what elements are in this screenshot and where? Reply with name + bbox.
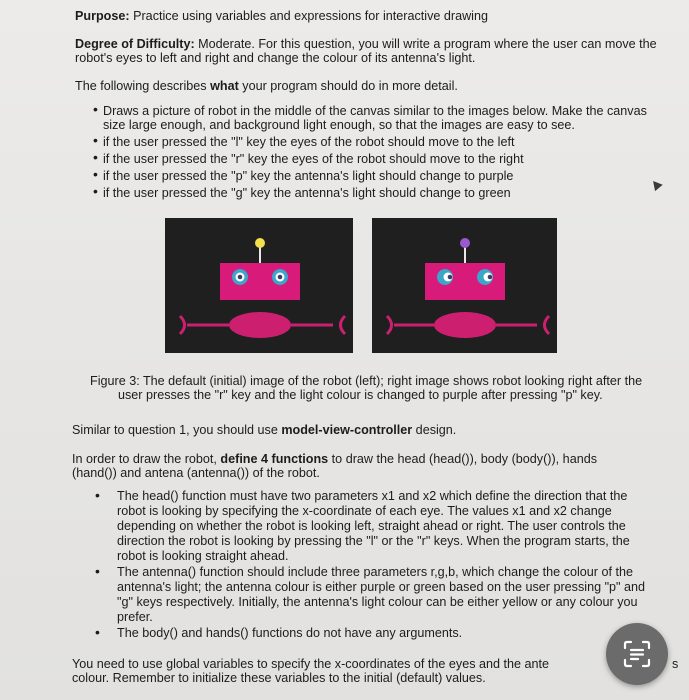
eye-pupil: [488, 275, 493, 280]
purpose-label: Purpose:: [75, 9, 130, 23]
similar-pre: Similar to question 1, you should use: [72, 423, 282, 437]
robot-hand-right: [545, 316, 550, 334]
robot-hand-right: [341, 316, 346, 334]
antenna-light: [255, 238, 265, 248]
robot-head: [425, 263, 505, 300]
function-text: "g" keys respectively. Initially, the antenna's light colour can be either yellow or any colour you: [117, 595, 638, 609]
function-text: The head() function must have two parameters x1 and x2 which define the direction that the: [117, 489, 628, 503]
robot-body: [434, 312, 496, 338]
bullet-icon: •: [93, 149, 98, 165]
cursor-arrow-icon: [649, 178, 662, 191]
robot-figure-right: [372, 218, 557, 353]
antenna-light: [460, 238, 470, 248]
difficulty-label: Degree of Difficulty:: [75, 37, 195, 51]
function-text: The antenna() function should include three parameters r,g,b, which change the colour of the: [117, 565, 633, 579]
function-text: depending on whether the robot is looking left, straight ahead or right. The user controls the: [117, 519, 626, 533]
describes-line: [75, 79, 458, 94]
bullet-icon: •: [93, 101, 98, 117]
define-line-1: [72, 452, 597, 467]
function-text: direction the robot is looking by pressing the "l" or the "r" keys. When the program starts, the: [117, 534, 630, 548]
define-pre: In order to draw the robot,: [72, 452, 221, 466]
eye-pupil: [448, 275, 453, 280]
figure-caption-line-2: user presses the "r" key and the light colour is changed to purple after pressing "p" key.: [118, 388, 603, 402]
purpose-text: Practice using variables and expressions for interactive drawing: [129, 9, 488, 23]
global-line-1: You need to use global variables to specify the x-coordinates of the eyes and the ante: [72, 657, 550, 671]
define-bold: define 4 functions: [220, 452, 329, 466]
define-post: to draw the head (head()), body (body()), hands: [328, 452, 597, 466]
requirement-item: if the user pressed the "r" key the eyes of the robot should move to the right: [103, 152, 524, 166]
similar-line: [72, 423, 456, 438]
text-recognition-icon: [623, 640, 651, 668]
robot-head: [220, 263, 300, 300]
bullet-icon: •: [95, 487, 100, 503]
function-text: robot is looking straight ahead.: [117, 549, 289, 563]
difficulty-line-1: [75, 37, 657, 52]
robot-hand-left: [180, 316, 185, 334]
eye-pupil: [278, 275, 283, 280]
difficulty-text: Moderate. For this question, you will write a program where the user can move the: [194, 37, 657, 51]
robot-figure-left: [165, 218, 353, 353]
similar-post: design.: [412, 423, 457, 437]
requirement-item: if the user pressed the "l" key the eyes of the robot should move to the left: [103, 135, 515, 149]
global-line-2: colour. Remember to initialize these variables to the initial (default) values.: [72, 671, 486, 685]
requirement-item: if the user pressed the "p" key the antenna's light should change to purple: [103, 169, 514, 183]
robot-hand-left: [387, 316, 392, 334]
function-text: The body() and hands() functions do not have any arguments.: [117, 626, 463, 640]
function-text: robot is looking by specifying the x-coordinate of each eye. The values x1 and x2 change: [117, 504, 612, 518]
bullet-icon: •: [93, 183, 98, 199]
text-recognition-button[interactable]: [606, 623, 668, 685]
describes-bold: what: [210, 79, 239, 93]
eye-pupil: [238, 275, 243, 280]
requirement-item: Draws a picture of robot in the middle of the canvas similar to the images below. Make the canvas: [103, 104, 647, 118]
similar-bold: model-view-controller: [281, 423, 413, 437]
describes-post: your program should do in more detail.: [238, 79, 458, 93]
difficulty-line-2: robot's eyes to left and right and change the colour of its antenna's light.: [75, 51, 476, 65]
bullet-icon: •: [95, 624, 100, 640]
describes-pre: The following describes: [75, 79, 211, 93]
function-text: prefer.: [117, 610, 153, 624]
bullet-icon: •: [93, 166, 98, 182]
global-line-1-end: s: [672, 657, 679, 671]
requirement-item: size large enough, and background light enough, so that the images are easy to see.: [103, 118, 575, 132]
bullet-icon: •: [95, 563, 100, 579]
figure-caption-line-1: Figure 3: The default (initial) image of the robot (left); right image shows robot looking right after the: [90, 374, 643, 388]
bullet-icon: •: [93, 132, 98, 148]
function-text: antenna's light; the antenna colour is either purple or green based on the user pressing "p" and: [117, 580, 646, 594]
purpose-line: [75, 9, 488, 24]
define-line-2: (hand()) and antena (antenna()) of the robot.: [72, 466, 320, 480]
robot-body: [229, 312, 291, 338]
requirement-item: if the user pressed the "g" key the antenna's light should change to green: [103, 186, 511, 200]
